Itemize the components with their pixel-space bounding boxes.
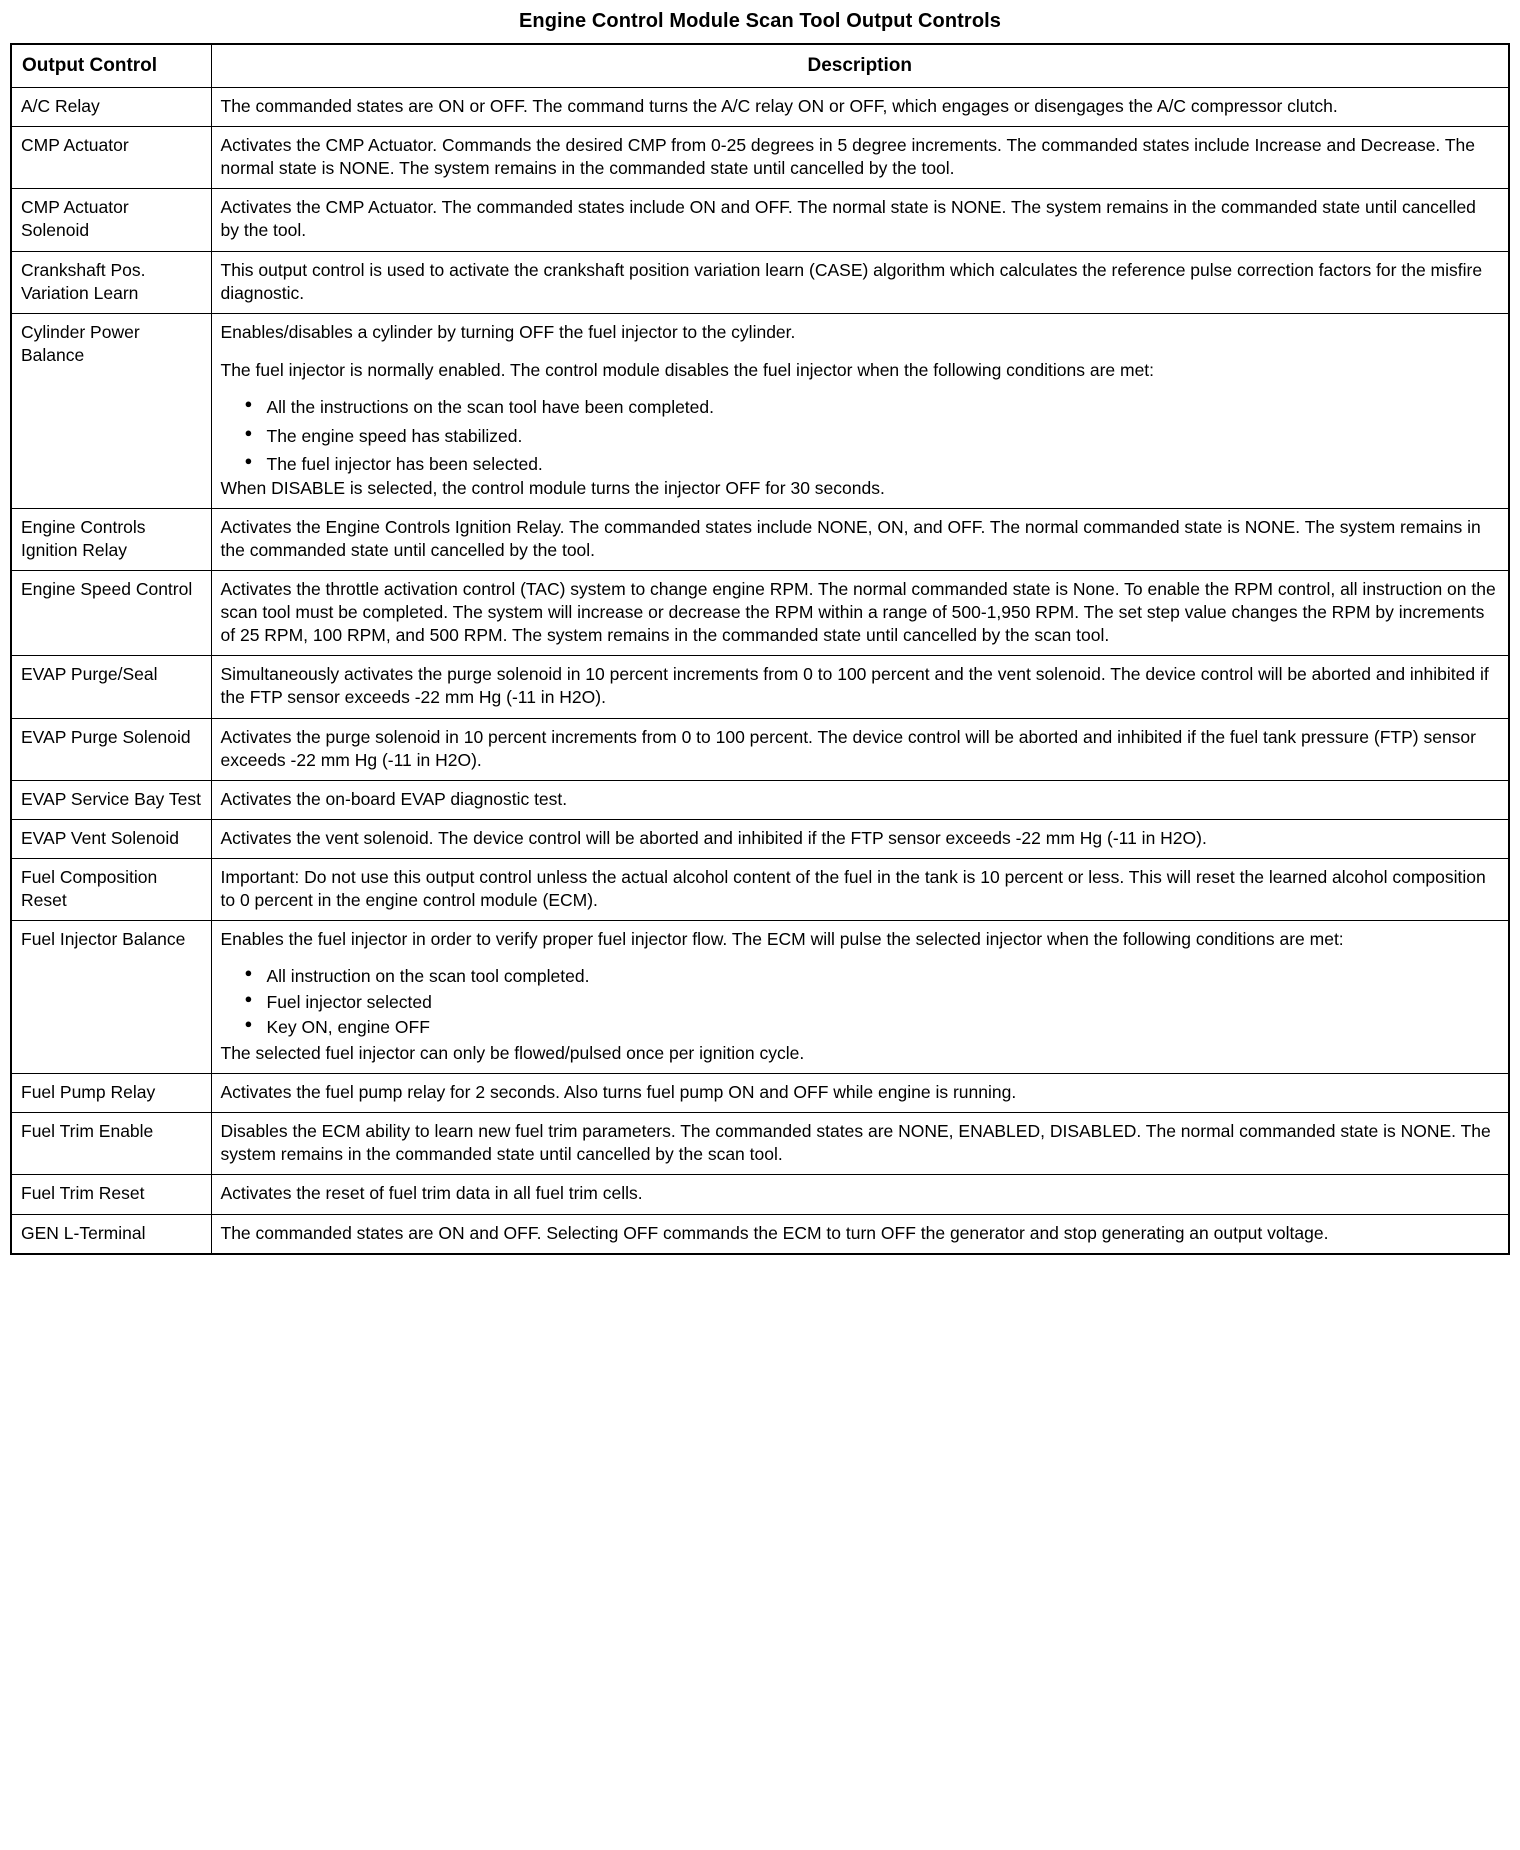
table-row <box>11 858 1509 920</box>
output-control-name: EVAP Vent Solenoid <box>11 819 211 858</box>
output-control-name: Engine Controls Ignition Relay <box>11 508 211 570</box>
output-control-description <box>211 1074 1509 1113</box>
description-paragraph: Activates the purge solenoid in 10 percent increments from 0 to 100 percent. The device control will be aborted and inhibited if the fuel tank pressure (FTP) sensor exceeds -22 mm Hg (-11 in H2O). <box>220 726 1476 770</box>
output-control-description <box>211 127 1509 189</box>
description-paragraph: Important: Do not use this output control unless the actual alcohol content of the fuel in the tank is 10 percent or less. This will reset the learned alcohol composition to 0 percent in the engine control module (ECM). <box>220 866 1486 911</box>
table-row <box>11 1214 1509 1254</box>
table-row <box>11 251 1509 313</box>
output-control-name: EVAP Purge Solenoid <box>11 718 211 780</box>
list-item: ● The fuel injector has been selected. <box>267 453 1500 477</box>
description-paragraph: Activates the throttle activation control (TAC) system to change engine RPM. The normal commanded state is None. To enable the RPM control, all instruction on the scan tool must be completed. The system will increase or decrease the RPM within a range of 500-1,950 RPM. The set step value changes the RPM by increments of 25 RPM, 100 RPM, and 500 RPM. The system remains in the commanded state until cancelled by the scan tool. <box>220 579 1496 646</box>
output-control-name: CMP Actuator <box>11 127 211 189</box>
output-control-name: Engine Speed Control <box>11 571 211 656</box>
description-paragraph: The selected fuel injector can only be flowed/pulsed once per ignition cycle. <box>220 1043 805 1064</box>
list-item: ● Fuel injector selected <box>267 991 1500 1015</box>
output-control-name: EVAP Service Bay Test <box>11 780 211 819</box>
description-paragraph: Enables the fuel injector in order to verify proper fuel injector flow. The ECM will pulse the selected injector when the following conditions are met: <box>220 929 1344 950</box>
table-row <box>11 1074 1509 1113</box>
output-control-description <box>211 858 1509 920</box>
output-control-description <box>211 921 1509 1074</box>
output-control-name: Fuel Trim Enable <box>11 1113 211 1175</box>
output-control-name: Fuel Injector Balance <box>11 921 211 1074</box>
table-row <box>11 780 1509 819</box>
description-paragraph: Activates the Engine Controls Ignition Relay. The commanded states include NONE, ON, and OFF. The normal commanded state is NONE. The system remains in the commanded state until cancelled by the tool. <box>220 516 1481 560</box>
output-control-name: GEN L-Terminal <box>11 1214 211 1254</box>
output-control-description <box>211 571 1509 656</box>
table-row <box>11 88 1509 127</box>
table-row <box>11 571 1509 656</box>
output-control-description <box>211 88 1509 127</box>
output-control-description <box>211 251 1509 313</box>
description-paragraph: Activates the CMP Actuator. Commands the desired CMP from 0-25 degrees in 5 degree increments. The commanded states include Increase and Decrease. The normal state is NONE. The system remains in the commanded state until cancelled by the tool. <box>220 135 1475 179</box>
description-paragraph: Activates the reset of fuel trim data in all fuel trim cells. <box>220 1183 643 1204</box>
output-control-description <box>211 1175 1509 1214</box>
description-paragraph: Enables/disables a cylinder by turning OFF the fuel injector to the cylinder. <box>220 321 796 342</box>
description-paragraph: When DISABLE is selected, the control module turns the injector OFF for 30 seconds. <box>220 477 885 498</box>
description-bullet-list <box>221 965 1500 1040</box>
output-control-description <box>211 508 1509 570</box>
table-body <box>11 88 1509 1254</box>
list-item: ● Key ON, engine OFF <box>267 1016 1500 1040</box>
table-row <box>11 1175 1509 1214</box>
description-paragraph: Activates the CMP Actuator. The commanded states include ON and OFF. The normal state is NONE. The system remains in the commanded state until cancelled by the tool. <box>220 197 1476 241</box>
description-paragraph: Activates the vent solenoid. The device control will be aborted and inhibited if the FTP sensor exceeds -22 mm Hg (-11 in H2O). <box>220 827 1207 848</box>
description-paragraph: This output control is used to activate the crankshaft position variation learn (CASE) algorithm which calculates the reference pulse correction factors for the misfire diagnostic. <box>220 259 1483 303</box>
table-row <box>11 1113 1509 1175</box>
output-control-description <box>211 656 1509 718</box>
description-paragraph: The fuel injector is normally enabled. The control module disables the fuel injector when the following conditions are met: <box>220 359 1155 380</box>
list-item: ● The engine speed has stabilized. <box>267 425 1500 449</box>
output-control-description <box>211 718 1509 780</box>
output-control-description <box>211 1113 1509 1175</box>
description-paragraph: Activates the fuel pump relay for 2 seconds. Also turns fuel pump ON and OFF while engine is running. <box>220 1082 1017 1103</box>
list-item: ● All the instructions on the scan tool have been completed. <box>267 396 1500 420</box>
output-control-name: Fuel Pump Relay <box>11 1074 211 1113</box>
output-control-name: Cylinder Power Balance <box>11 313 211 508</box>
description-paragraph: The commanded states are ON or OFF. The command turns the A/C relay ON or OFF, which engages or disengages the A/C compressor clutch. <box>220 96 1338 117</box>
output-controls-table <box>10 43 1510 1255</box>
table-row <box>11 313 1509 508</box>
output-control-name: Fuel Trim Reset <box>11 1175 211 1214</box>
output-control-name: CMP Actuator Solenoid <box>11 189 211 251</box>
table-row <box>11 819 1509 858</box>
description-bullet-list <box>221 396 1500 477</box>
output-control-name: Crankshaft Pos. Variation Learn <box>11 251 211 313</box>
table-row <box>11 127 1509 189</box>
output-control-description <box>211 1214 1509 1254</box>
table-header-row <box>11 44 1509 88</box>
description-paragraph: The commanded states are ON and OFF. Selecting OFF commands the ECM to turn OFF the generator and stop generating an output voltage. <box>220 1222 1329 1243</box>
output-control-name: Fuel Composition Reset <box>11 858 211 920</box>
list-item: ● All instruction on the scan tool completed. <box>267 965 1500 989</box>
table-row <box>11 508 1509 570</box>
table-row <box>11 921 1509 1074</box>
description-paragraph: Simultaneously activates the purge solenoid in 10 percent increments from 0 to 100 percent and the vent solenoid. The device control will be aborted and inhibited if the FTP sensor exceeds -22 mm Hg (-11 in H2O). <box>220 664 1489 708</box>
output-control-name: EVAP Purge/Seal <box>11 656 211 718</box>
table-row <box>11 718 1509 780</box>
table-row <box>11 189 1509 251</box>
column-header-description: Description <box>211 44 1509 88</box>
page-title: Engine Control Module Scan Tool Output Controls <box>518 10 1002 32</box>
description-paragraph: Activates the on-board EVAP diagnostic test. <box>220 788 568 809</box>
output-control-description <box>211 819 1509 858</box>
output-control-name: A/C Relay <box>11 88 211 127</box>
table-header <box>11 44 1509 88</box>
output-control-description <box>211 313 1509 508</box>
output-control-description <box>211 780 1509 819</box>
column-header-output-control: Output Control <box>11 44 211 88</box>
output-control-description <box>211 189 1509 251</box>
table-row <box>11 656 1509 718</box>
description-paragraph: Disables the ECM ability to learn new fuel trim parameters. The commanded states are NONE, ENABLED, DISABLED. The normal commanded state is NONE. The system remains in the commanded state until cancelled by the scan tool. <box>220 1121 1491 1165</box>
